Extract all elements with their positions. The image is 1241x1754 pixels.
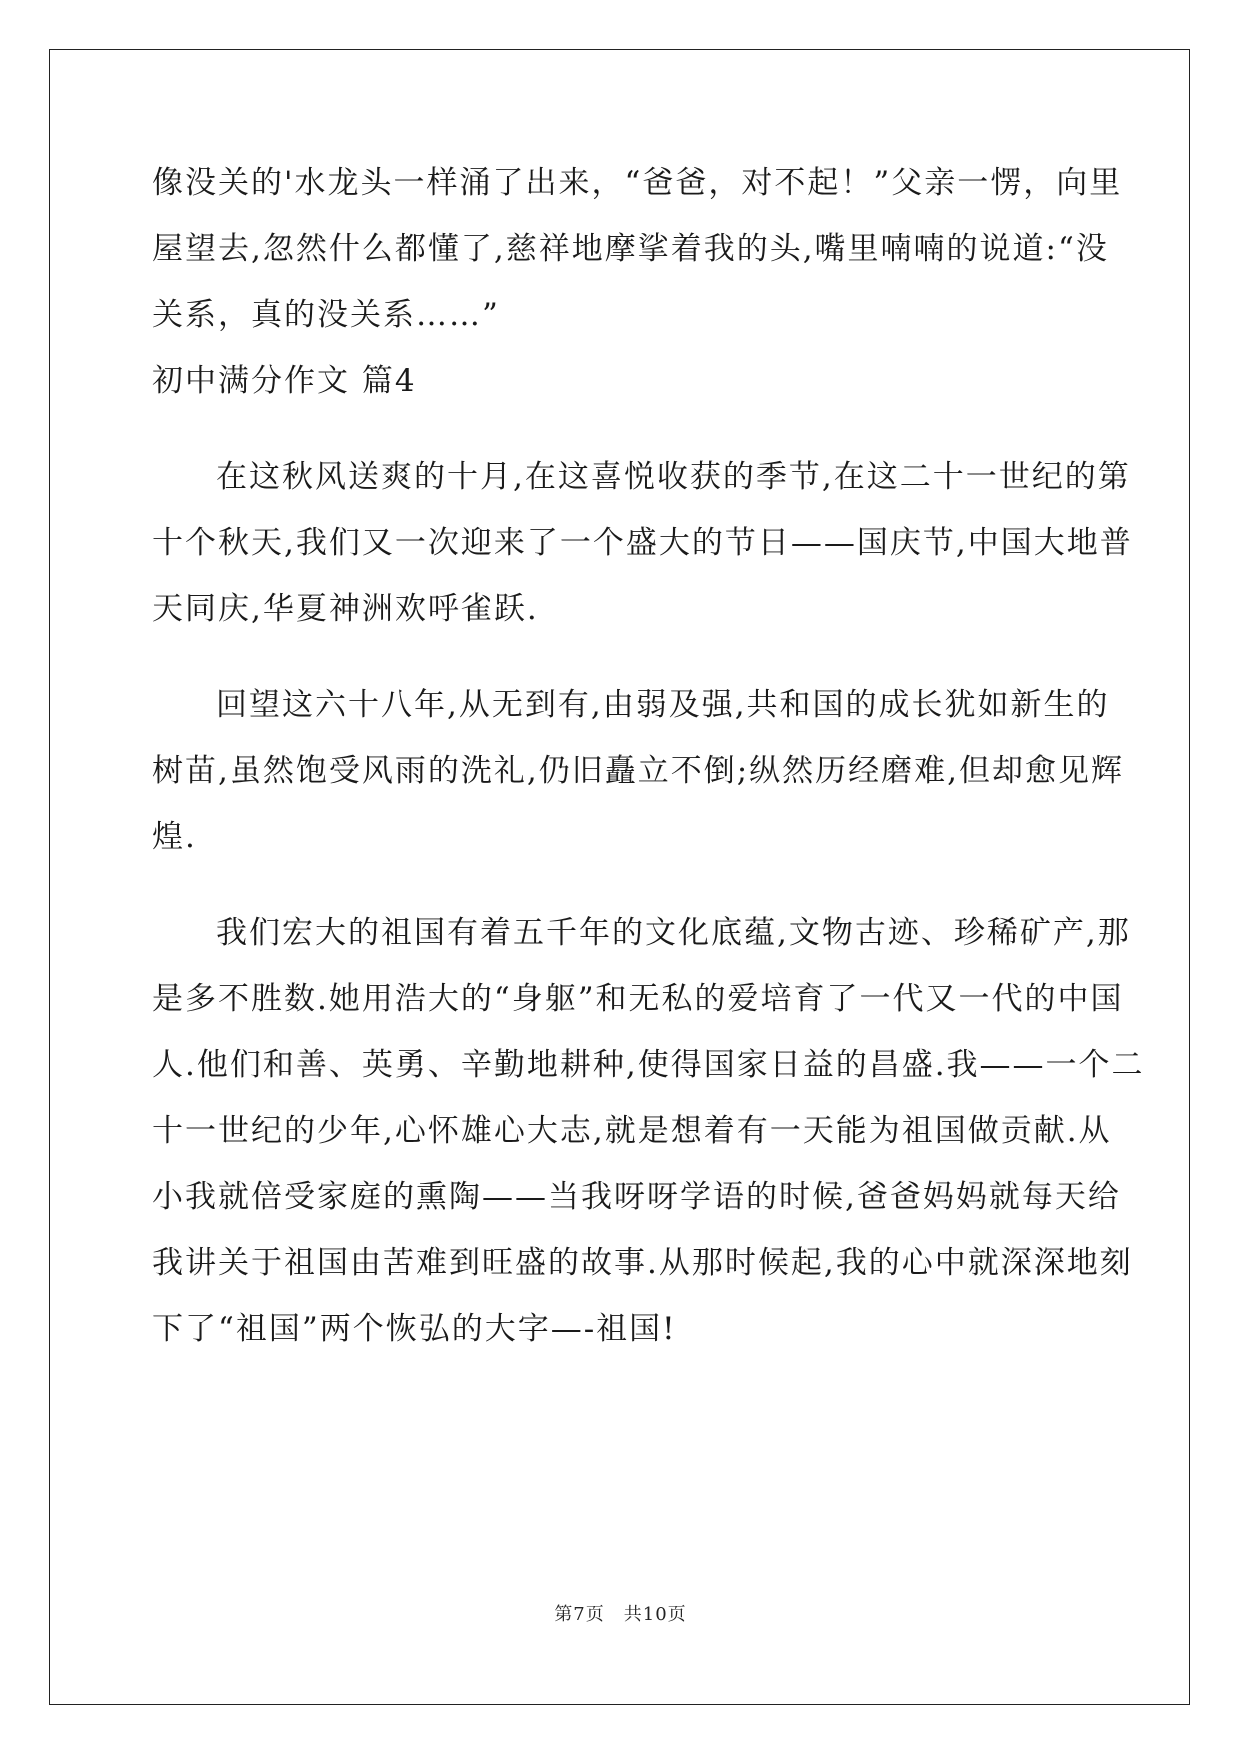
paragraph bbox=[152, 672, 1125, 870]
text-line: 关系，真的没关系……” bbox=[152, 297, 500, 333]
text-line: 煌. bbox=[152, 819, 197, 855]
text-line: 树苗,虽然饱受风雨的洗礼,仍旧矗立不倒;纵然历经磨难,但却愈见辉 bbox=[152, 753, 1125, 789]
text-line: 回望这六十八年,从无到有,由弱及强,共和国的成长犹如新生的 bbox=[216, 687, 1110, 723]
page-number: 第7页 共10页 bbox=[554, 1604, 687, 1625]
text-line: 天同庆,华夏神洲欢呼雀跃. bbox=[152, 591, 539, 627]
heading-text: 初中满分作文 篇4 bbox=[152, 363, 417, 399]
document-body bbox=[152, 150, 1145, 1362]
text-line: 是多不胜数.她用浩大的“身躯”和无私的爱培育了一代又一代的中国 bbox=[152, 981, 1124, 1017]
text-line: 我讲关于祖国由苦难到旺盛的故事.从那时候起,我的心中就深深地刻 bbox=[152, 1245, 1133, 1281]
text-line: 小我就倍受家庭的熏陶——当我呀呀学语的时候,爸爸妈妈就每天给 bbox=[152, 1179, 1121, 1215]
text-line: 十个秋天,我们又一次迎来了一个盛大的节日——国庆节,中国大地普 bbox=[152, 525, 1133, 561]
text-line: 在这秋风送爽的十月,在这喜悦收获的季节,在这二十一世纪的第 bbox=[216, 459, 1131, 495]
text-line: 下了“祖国”两个恢弘的大字—-祖国! bbox=[152, 1311, 677, 1347]
paragraph-continuation bbox=[152, 150, 1123, 348]
text-line: 人.他们和善、英勇、辛勤地耕种,使得国家日益的昌盛.我——一个二 bbox=[152, 1047, 1145, 1083]
text-line: 屋望去,忽然什么都懂了,慈祥地摩挲着我的头,嘴里喃喃的说道:“没 bbox=[152, 231, 1109, 267]
paragraph bbox=[152, 444, 1133, 642]
text-line: 十一世纪的少年,心怀雄心大志,就是想着有一天能为祖国做贡献.从 bbox=[152, 1113, 1112, 1149]
section-heading bbox=[152, 348, 1088, 414]
text-line: 像没关的'水龙头一样涌了出来，“爸爸，对不起！”父亲一愣，向里 bbox=[152, 165, 1123, 201]
text-line: 我们宏大的祖国有着五千年的文化底蕴,文物古迹、珍稀矿产,那 bbox=[216, 915, 1131, 951]
paragraph bbox=[152, 900, 1145, 1362]
